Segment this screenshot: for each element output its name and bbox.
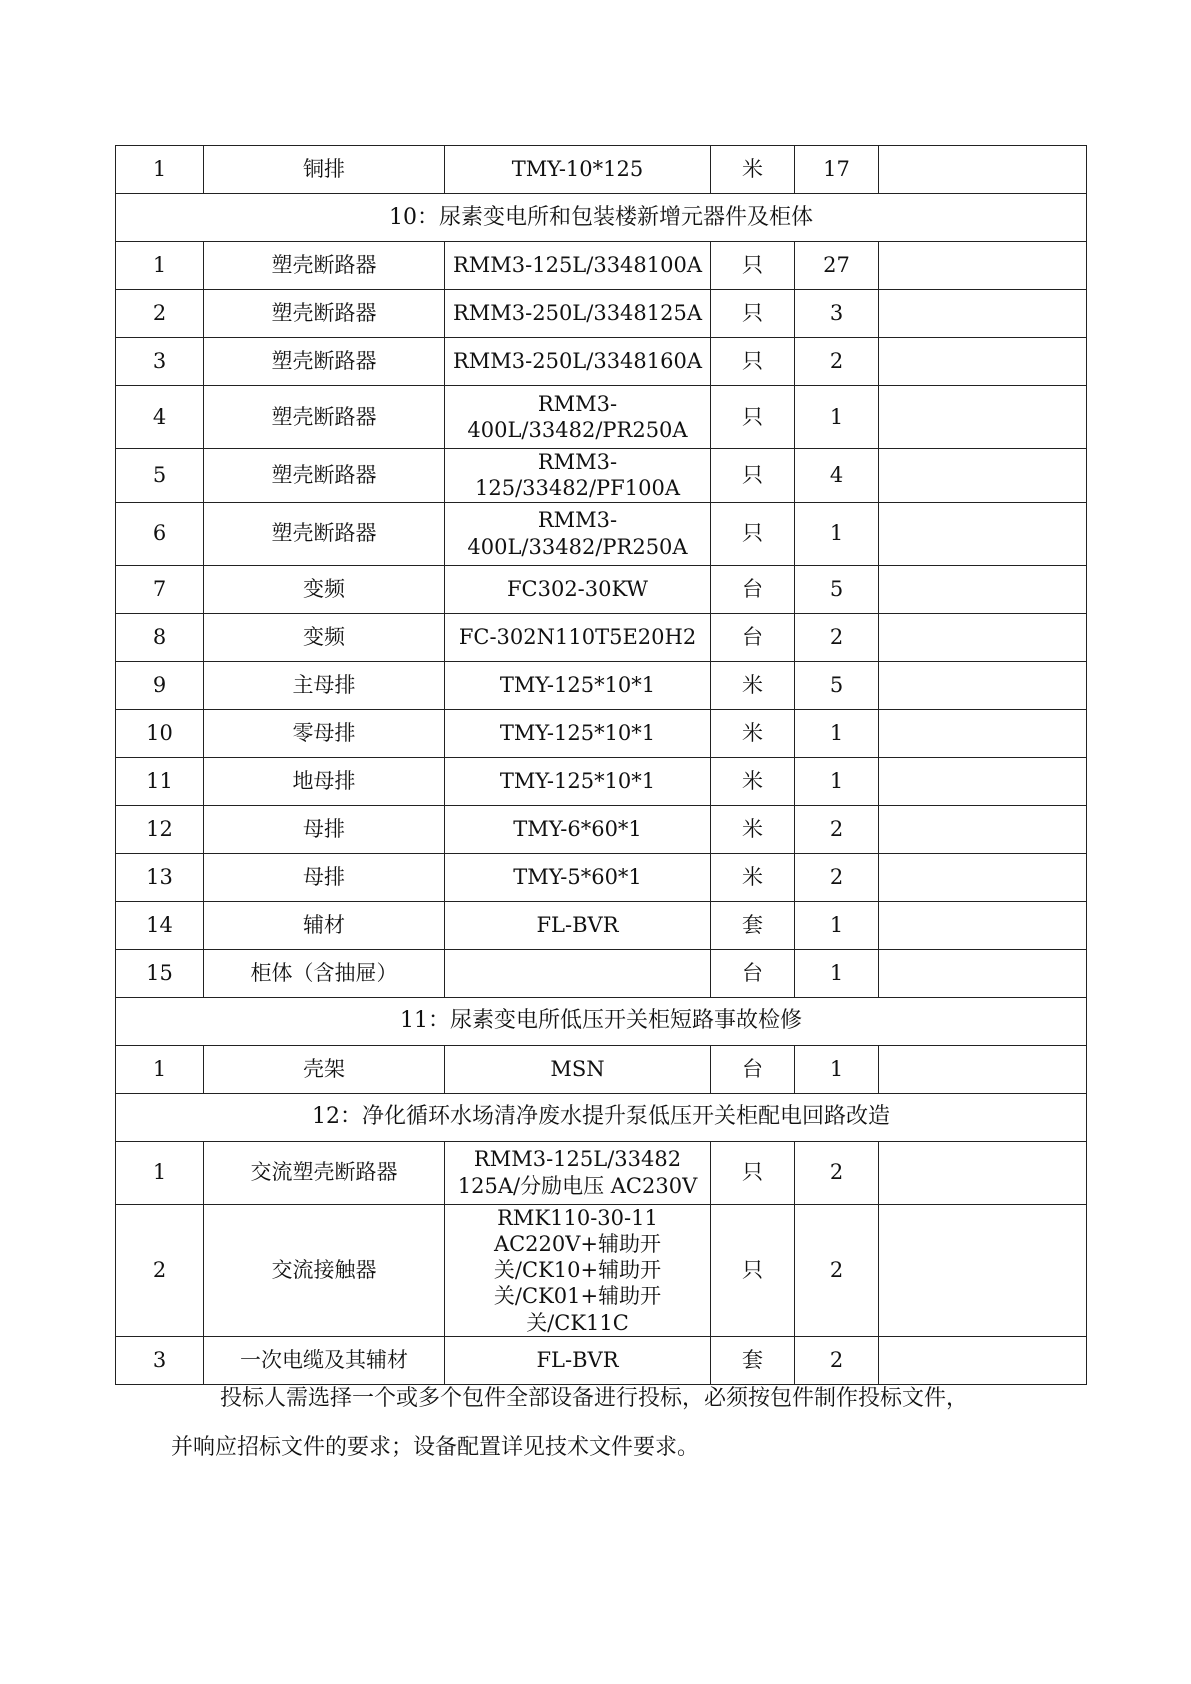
item-quantity: 1 bbox=[795, 386, 879, 449]
item-unit: 台 bbox=[711, 949, 795, 997]
item-model: FL-BVR bbox=[445, 1336, 711, 1384]
item-name: 塑壳断路器 bbox=[204, 338, 445, 386]
item-unit: 米 bbox=[711, 805, 795, 853]
row-number: 12 bbox=[116, 805, 204, 853]
item-unit: 套 bbox=[711, 901, 795, 949]
item-quantity: 2 bbox=[795, 1204, 879, 1336]
item-model: FL-BVR bbox=[445, 901, 711, 949]
row-number: 7 bbox=[116, 565, 204, 613]
item-remark bbox=[879, 661, 1087, 709]
row-number: 1 bbox=[116, 242, 204, 290]
section-header-row bbox=[116, 1093, 1087, 1141]
section-title: 11：尿素变电所低压开关柜短路事故检修 bbox=[116, 997, 1087, 1045]
item-remark bbox=[879, 386, 1087, 449]
item-unit: 套 bbox=[711, 1336, 795, 1384]
item-model: RMM3-250L/3348160A bbox=[445, 338, 711, 386]
table-row bbox=[116, 853, 1087, 901]
item-unit: 米 bbox=[711, 146, 795, 194]
item-quantity: 27 bbox=[795, 242, 879, 290]
equipment-table bbox=[115, 145, 1087, 1385]
item-quantity: 2 bbox=[795, 805, 879, 853]
item-remark bbox=[879, 613, 1087, 661]
item-quantity: 1 bbox=[795, 709, 879, 757]
item-model: RMM3-250L/3348125A bbox=[445, 290, 711, 338]
item-name: 交流塑壳断路器 bbox=[204, 1141, 445, 1204]
table-row bbox=[116, 565, 1087, 613]
item-remark bbox=[879, 901, 1087, 949]
row-number: 9 bbox=[116, 661, 204, 709]
item-quantity: 17 bbox=[795, 146, 879, 194]
item-name: 母排 bbox=[204, 805, 445, 853]
item-model: RMM3-400L/33482/PR250A bbox=[445, 386, 711, 449]
item-unit: 只 bbox=[711, 1204, 795, 1336]
item-quantity: 4 bbox=[795, 449, 879, 503]
item-quantity: 5 bbox=[795, 661, 879, 709]
table-row bbox=[116, 338, 1087, 386]
item-remark bbox=[879, 805, 1087, 853]
table-row bbox=[116, 757, 1087, 805]
bid-note-line-2: 并响应招标文件的要求；设备配置详见技术文件要求。 bbox=[171, 1435, 700, 1460]
table-row bbox=[116, 709, 1087, 757]
item-unit: 台 bbox=[711, 613, 795, 661]
item-quantity: 1 bbox=[795, 757, 879, 805]
row-number: 4 bbox=[116, 386, 204, 449]
item-model: TMY-125*10*1 bbox=[445, 757, 711, 805]
table-row bbox=[116, 613, 1087, 661]
item-model: TMY-10*125 bbox=[445, 146, 711, 194]
item-unit: 只 bbox=[711, 449, 795, 503]
item-quantity: 1 bbox=[795, 1045, 879, 1093]
row-number: 1 bbox=[116, 146, 204, 194]
item-name: 塑壳断路器 bbox=[204, 290, 445, 338]
bid-note-line-1: 投标人需选择一个或多个包件全部设备进行投标，必须按包件制作投标文件， bbox=[220, 1386, 969, 1411]
row-number: 14 bbox=[116, 901, 204, 949]
item-remark bbox=[879, 709, 1087, 757]
item-remark bbox=[879, 242, 1087, 290]
section-title: 10：尿素变电所和包装楼新增元器件及柜体 bbox=[116, 194, 1087, 242]
item-quantity: 1 bbox=[795, 949, 879, 997]
item-remark bbox=[879, 565, 1087, 613]
item-name: 柜体（含抽屉） bbox=[204, 949, 445, 997]
item-name: 地母排 bbox=[204, 757, 445, 805]
table-row bbox=[116, 146, 1087, 194]
row-number: 1 bbox=[116, 1141, 204, 1204]
item-unit: 只 bbox=[711, 502, 795, 565]
item-quantity: 1 bbox=[795, 502, 879, 565]
item-unit: 只 bbox=[711, 338, 795, 386]
item-model: RMM3-125/33482/PF100A bbox=[445, 449, 711, 503]
table-row bbox=[116, 1141, 1087, 1204]
item-name: 交流接触器 bbox=[204, 1204, 445, 1336]
item-remark bbox=[879, 449, 1087, 503]
item-remark bbox=[879, 853, 1087, 901]
item-remark bbox=[879, 502, 1087, 565]
item-name: 变频 bbox=[204, 613, 445, 661]
table-row bbox=[116, 290, 1087, 338]
item-name: 塑壳断路器 bbox=[204, 449, 445, 503]
item-unit: 只 bbox=[711, 1141, 795, 1204]
item-unit: 米 bbox=[711, 757, 795, 805]
item-model: TMY-125*10*1 bbox=[445, 709, 711, 757]
table-row bbox=[116, 805, 1087, 853]
table-row bbox=[116, 242, 1087, 290]
item-remark bbox=[879, 146, 1087, 194]
item-name: 变频 bbox=[204, 565, 445, 613]
item-model: RMM3-400L/33482/PR250A bbox=[445, 502, 711, 565]
item-name: 塑壳断路器 bbox=[204, 502, 445, 565]
item-model: TMY-125*10*1 bbox=[445, 661, 711, 709]
row-number: 6 bbox=[116, 502, 204, 565]
item-quantity: 2 bbox=[795, 1336, 879, 1384]
table-row bbox=[116, 449, 1087, 503]
row-number: 2 bbox=[116, 290, 204, 338]
item-unit: 米 bbox=[711, 661, 795, 709]
item-model bbox=[445, 949, 711, 997]
item-unit: 米 bbox=[711, 709, 795, 757]
row-number: 8 bbox=[116, 613, 204, 661]
item-remark bbox=[879, 290, 1087, 338]
item-quantity: 2 bbox=[795, 853, 879, 901]
item-model: RMM3-125L/3348100A bbox=[445, 242, 711, 290]
item-quantity: 2 bbox=[795, 1141, 879, 1204]
item-model: FC302-30KW bbox=[445, 565, 711, 613]
row-number: 5 bbox=[116, 449, 204, 503]
item-name: 塑壳断路器 bbox=[204, 386, 445, 449]
table-row bbox=[116, 1045, 1087, 1093]
section-header-row bbox=[116, 194, 1087, 242]
item-quantity: 1 bbox=[795, 901, 879, 949]
item-remark bbox=[879, 338, 1087, 386]
item-model: FC-302N110T5E20H2 bbox=[445, 613, 711, 661]
item-name: 主母排 bbox=[204, 661, 445, 709]
item-remark bbox=[879, 1045, 1087, 1093]
row-number: 13 bbox=[116, 853, 204, 901]
row-number: 11 bbox=[116, 757, 204, 805]
table-row bbox=[116, 901, 1087, 949]
row-number: 1 bbox=[116, 1045, 204, 1093]
item-model: TMY-6*60*1 bbox=[445, 805, 711, 853]
item-quantity: 5 bbox=[795, 565, 879, 613]
item-name: 铜排 bbox=[204, 146, 445, 194]
item-name: 零母排 bbox=[204, 709, 445, 757]
row-number: 15 bbox=[116, 949, 204, 997]
item-unit: 只 bbox=[711, 290, 795, 338]
table-row bbox=[116, 386, 1087, 449]
row-number: 3 bbox=[116, 1336, 204, 1384]
item-quantity: 2 bbox=[795, 613, 879, 661]
row-number: 3 bbox=[116, 338, 204, 386]
item-unit: 米 bbox=[711, 853, 795, 901]
item-quantity: 3 bbox=[795, 290, 879, 338]
item-quantity: 2 bbox=[795, 338, 879, 386]
item-remark bbox=[879, 1141, 1087, 1204]
table-row bbox=[116, 949, 1087, 997]
table-row bbox=[116, 502, 1087, 565]
item-unit: 台 bbox=[711, 565, 795, 613]
item-name: 塑壳断路器 bbox=[204, 242, 445, 290]
item-remark bbox=[879, 949, 1087, 997]
item-model: RMM3-125L/33482 125A/分励电压 AC230V bbox=[445, 1141, 711, 1204]
section-header-row bbox=[116, 997, 1087, 1045]
item-remark bbox=[879, 757, 1087, 805]
item-unit: 只 bbox=[711, 242, 795, 290]
item-name: 母排 bbox=[204, 853, 445, 901]
item-unit: 只 bbox=[711, 386, 795, 449]
item-name: 一次电缆及其辅材 bbox=[204, 1336, 445, 1384]
section-title: 12：净化循环水场清净废水提升泵低压开关柜配电回路改造 bbox=[116, 1093, 1087, 1141]
row-number: 10 bbox=[116, 709, 204, 757]
table-row bbox=[116, 1204, 1087, 1336]
item-name: 壳架 bbox=[204, 1045, 445, 1093]
item-unit: 台 bbox=[711, 1045, 795, 1093]
item-model: TMY-5*60*1 bbox=[445, 853, 711, 901]
item-name: 辅材 bbox=[204, 901, 445, 949]
item-model: RMK110-30-11 AC220V+辅助开关/CK10+辅助开关/CK01+辅助开关/CK11C bbox=[445, 1204, 711, 1336]
table-row bbox=[116, 661, 1087, 709]
item-model: MSN bbox=[445, 1045, 711, 1093]
item-remark bbox=[879, 1204, 1087, 1336]
row-number: 2 bbox=[116, 1204, 204, 1336]
